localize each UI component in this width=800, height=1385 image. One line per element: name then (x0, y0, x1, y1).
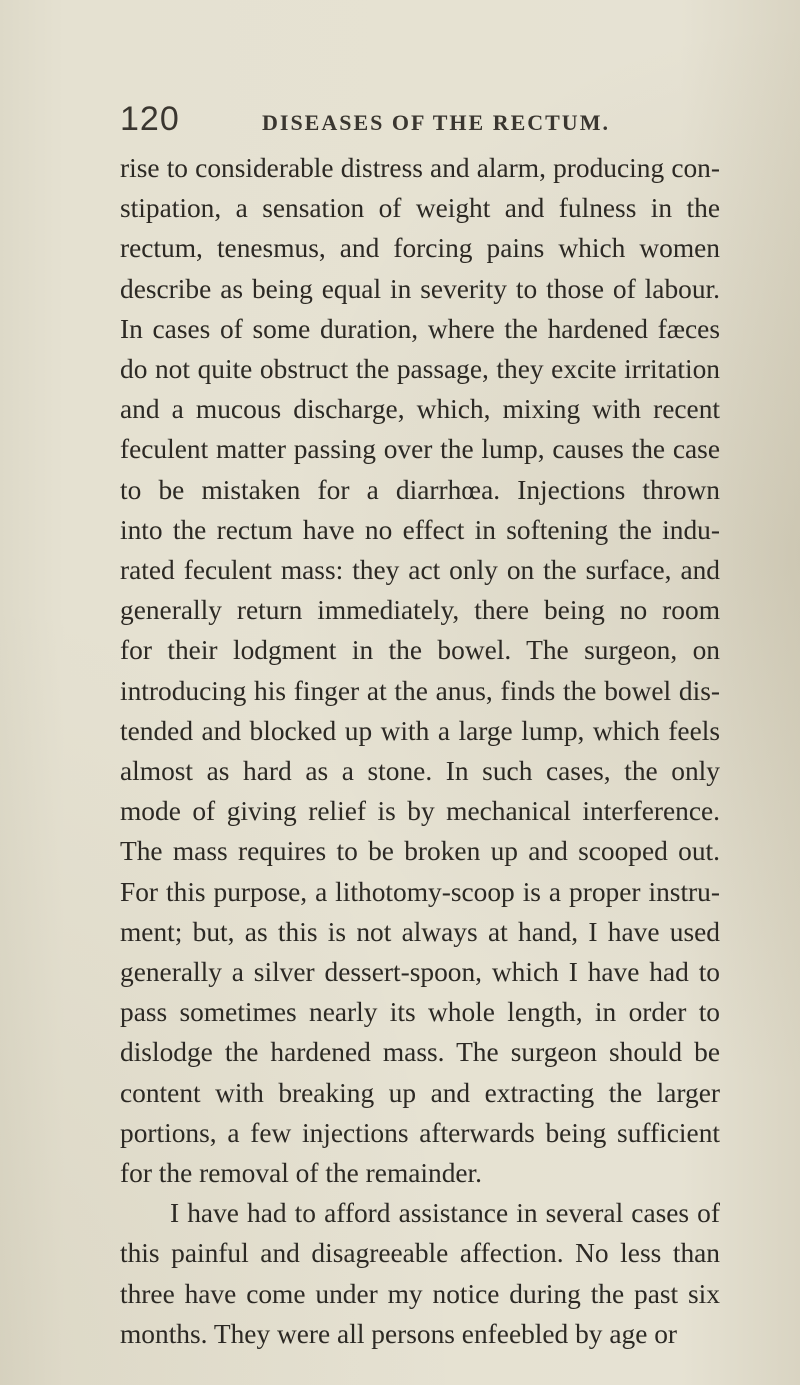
text-line: content with breaking up and extracting the larger (120, 1077, 720, 1108)
text-line: this painful and disagreeable affection. No less than (120, 1238, 720, 1269)
page-number: 120 (120, 100, 180, 138)
text-line: for the removal of the remainder. (120, 1158, 483, 1189)
text-line: three have come under my notice during the past six (120, 1278, 720, 1309)
text-line: I have had to afford assistance in several cases of (170, 1198, 720, 1229)
text-line: For this purpose, a lithotomy-scoop is a proper instru- (120, 876, 720, 907)
running-head: DISEASES OF THE RECTUM. (262, 110, 610, 135)
text-line: stipation, a sensation of weight and fulness in the (120, 193, 720, 224)
text-line: do not quite obstruct the passage, they excite irritation (120, 354, 720, 385)
text-line: rectum, tenesmus, and forcing pains which women (120, 233, 720, 264)
text-line: feculent matter passing over the lump, causes the case (120, 434, 720, 465)
text-line: for their lodgment in the bowel. The surgeon, on (120, 635, 720, 666)
text-line: generally a silver dessert-spoon, which I have had to (120, 957, 720, 988)
text-line: tended and blocked up with a large lump, which feels (120, 715, 720, 746)
paragraph (120, 1193, 720, 1354)
text-line: rise to considerable distress and alarm, producing con- (120, 153, 720, 183)
paragraph (120, 148, 720, 1193)
text-line: months. They were all persons enfeebled by age or (120, 1318, 678, 1349)
text-line: The mass requires to be broken up and scooped out. (120, 836, 720, 867)
text-line: In cases of some duration, where the hardened fæces (120, 313, 720, 344)
page-header (120, 100, 740, 140)
text-line: mode of giving relief is by mechanical interference. (120, 796, 720, 827)
text-line: generally return immediately, there being no room (120, 595, 720, 626)
text-line: to be mistaken for a diarrhœa. Injections thrown (120, 474, 720, 505)
text-line: into the rectum have no effect in softening the indu- (120, 514, 720, 545)
text-line: dislodge the hardened mass. The surgeon should be (120, 1037, 720, 1068)
text-line: rated feculent mass: they act only on the surface, and (120, 555, 720, 586)
text-line: ment; but, as this is not always at hand, I have used (120, 916, 720, 947)
text-line: portions, a few injections afterwards being sufficient (120, 1117, 720, 1148)
text-line: describe as being equal in severity to those of labour. (120, 273, 720, 304)
text-line: and a mucous discharge, which, mixing with recent (120, 394, 720, 425)
text-line: almost as hard as a stone. In such cases, the only (120, 756, 720, 787)
page-body (120, 148, 720, 1354)
text-line: pass sometimes nearly its whole length, in order to (120, 997, 720, 1028)
text-line: introducing his finger at the anus, finds the bowel dis- (120, 675, 720, 706)
